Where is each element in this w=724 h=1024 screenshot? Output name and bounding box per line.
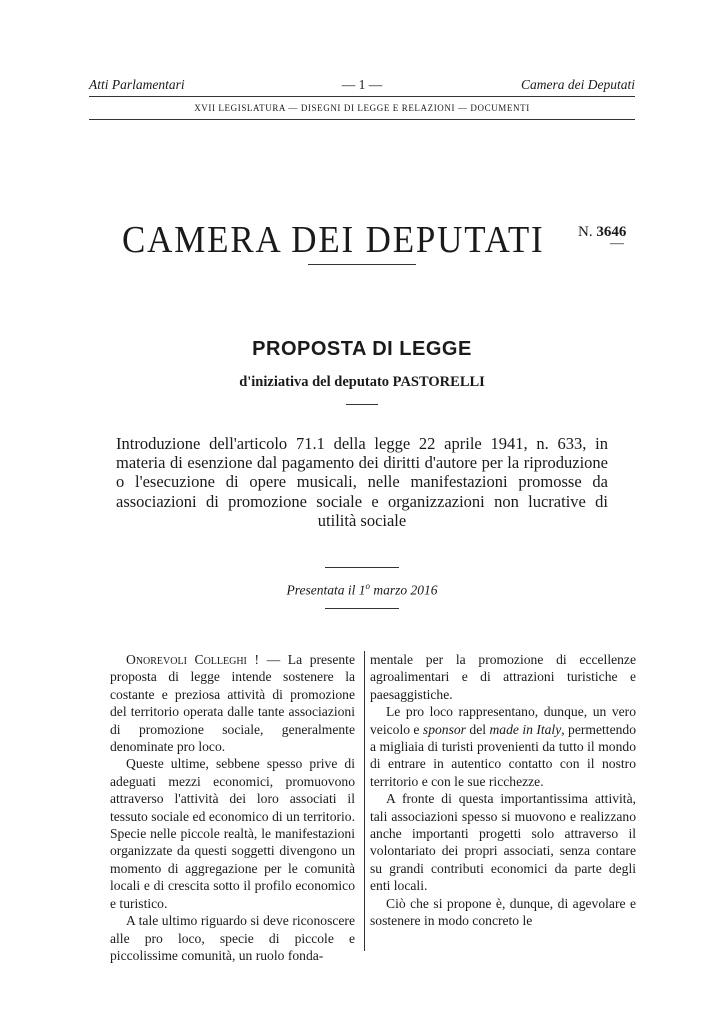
date-rule-top	[325, 567, 399, 568]
bill-type: PROPOSTA DI LEGGE	[252, 338, 472, 360]
document-number	[578, 224, 627, 251]
header-rule-bottom	[89, 119, 635, 120]
number-dash: —	[610, 236, 624, 251]
paragraph-3: A tale ultimo riguardo si deve riconoscere alle pro loco, specie di piccole e piccolissime comunità, un ruolo fonda-	[110, 913, 355, 963]
paragraph-3-continued: mentale per la promozione di eccellenze agroalimentari e di attrazioni turistiche e paesaggistiche.	[370, 652, 636, 702]
header-left: Atti Parlamentari	[89, 77, 185, 92]
body-column-right	[370, 651, 636, 930]
initiative-line	[0, 374, 724, 391]
initiative-prefix: d'iniziativa del deputato	[239, 374, 390, 390]
paragraph-4-text-c: , permettendo a migliaia di turisti provenienti da tutto il mondo di entrare in autentico contatto con il nostro territorio e con le sue ricchezze.	[370, 721, 636, 789]
paragraph-2: Queste ultime, sebbene spesso prive di adeguati mezzi economici, promuovono attraverso l'attività dei loro associati il tessuto sociale ed economico di un territorio. Specie nelle piccole realtà, le manifestazioni organizzate da questi soggetti divengono un momento di aggregazione per le comunità locali e di crescita sotto il profilo economico e turistico.	[110, 756, 355, 911]
number-prefix: N.	[578, 224, 593, 240]
sponsor-term: sponsor	[422, 721, 466, 737]
made-in-italy-term: made in Italy	[489, 721, 562, 737]
date-rule-bottom	[325, 608, 399, 609]
deputy-name: PASTORELLI	[392, 374, 485, 390]
column-divider	[364, 651, 365, 951]
masthead-rule	[308, 264, 416, 265]
paragraph-6: Ciò che si propone è, dunque, di agevolare e sostenere in modo concreto le	[370, 895, 636, 929]
presented-prefix: Presentata il	[286, 582, 356, 598]
paragraph-1-text: ! — La presente proposta di legge intende sostenere la costante e preziosa attività di promozione del territorio operata dalle tante associazioni di promozione sociale, generalmente denominate pro loco.	[110, 652, 355, 755]
page-number: — 1 —	[341, 77, 383, 92]
presentation-date	[0, 581, 724, 599]
initiative-rule	[346, 404, 378, 405]
bill-title: Introduzione dell'articolo 71.1 della legge 22 aprile 1941, n. 633, in materia di esenzione dal pagamento dei diritti d'autore per la riproduzione o l'esecuzione di opere musicali, nelle manifestazioni promosse da associazioni di promozione sociale e organizzazioni non lucrative di utilità sociale	[116, 434, 608, 530]
paragraph-4-text-b: del	[469, 721, 487, 737]
paragraph-1	[110, 651, 355, 755]
number-value: 3646	[596, 224, 627, 240]
chamber-title: CAMERA DEI DEPUTATI	[122, 219, 545, 261]
paragraph-4-text-a: Le pro loco rappresentano, dunque, un vero veicolo e	[370, 704, 636, 737]
header-right: Camera dei Deputati	[521, 77, 635, 92]
body-column-left	[110, 651, 355, 964]
header-rule-top	[89, 96, 635, 97]
paragraph-4	[370, 703, 636, 790]
salutation: Onorevoli Colleghi	[126, 652, 247, 667]
header-subtitle: XVII LEGISLATURA — DISEGNI DI LEGGE E RELAZIONI — DOCUMENTI	[194, 103, 530, 113]
presented-day: 1	[358, 582, 366, 598]
presented-rest: marzo 2016	[373, 582, 438, 598]
paragraph-5: A fronte di questa importantissima attività, tali associazioni spesso si muovono e realizzano anche importanti progetti solo attraverso il volontariato dei propri associati, senza contare su grandi contributi economici da parte degli enti locali.	[370, 791, 636, 894]
presented-ordinal: o	[365, 581, 370, 591]
